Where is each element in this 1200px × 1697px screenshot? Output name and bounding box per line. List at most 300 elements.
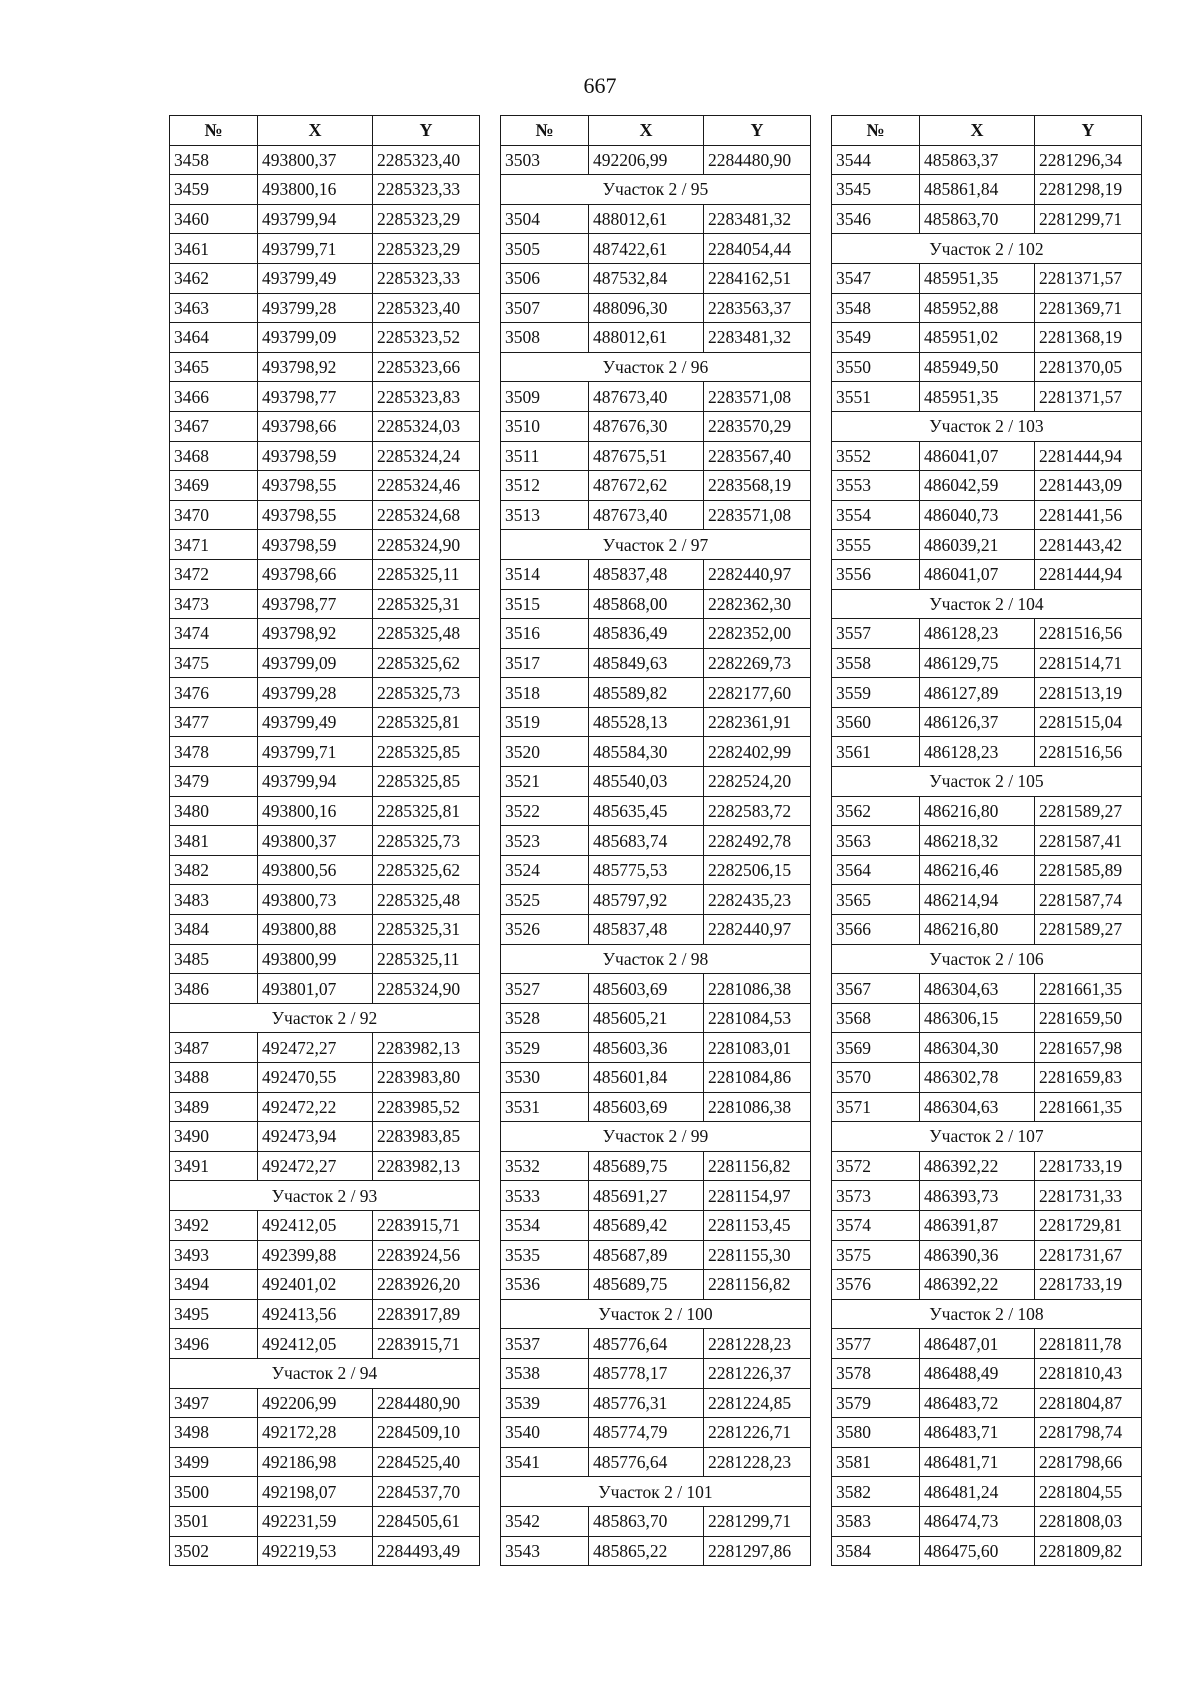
table-row xyxy=(832,204,1142,234)
coord-x: 486218,32 xyxy=(920,826,1035,856)
coord-x: 493799,71 xyxy=(258,234,373,264)
coord-y: 2281298,19 xyxy=(1035,175,1142,205)
coord-y: 2285323,52 xyxy=(373,323,480,353)
table-row xyxy=(501,796,811,826)
point-number: 3584 xyxy=(832,1536,920,1566)
coordinates-table-2 xyxy=(500,115,811,1566)
coord-y: 2285323,33 xyxy=(373,263,480,293)
coord-x: 493800,37 xyxy=(258,145,373,175)
coord-y: 2281155,30 xyxy=(704,1240,811,1270)
coord-y: 2285325,81 xyxy=(373,707,480,737)
table-row xyxy=(170,767,480,797)
coord-y: 2281657,98 xyxy=(1035,1033,1142,1063)
coord-x: 493801,07 xyxy=(258,974,373,1004)
table-row xyxy=(501,204,811,234)
coord-x: 486304,63 xyxy=(920,974,1035,1004)
coord-y: 2283982,13 xyxy=(373,1033,480,1063)
point-number: 3483 xyxy=(170,885,258,915)
coord-x: 492412,05 xyxy=(258,1329,373,1359)
point-number: 3515 xyxy=(501,589,589,619)
coord-y: 2283568,19 xyxy=(704,471,811,501)
section-row xyxy=(832,944,1142,974)
coord-x: 487673,40 xyxy=(589,382,704,412)
coord-y: 2281226,37 xyxy=(704,1358,811,1388)
table-row xyxy=(170,1536,480,1566)
coord-x: 485797,92 xyxy=(589,885,704,915)
section-row xyxy=(832,411,1142,441)
coord-y: 2281811,78 xyxy=(1035,1329,1142,1359)
point-number: 3578 xyxy=(832,1358,920,1388)
table-row xyxy=(832,352,1142,382)
point-number: 3565 xyxy=(832,885,920,915)
table-row xyxy=(170,1418,480,1448)
coord-y: 2281589,27 xyxy=(1035,915,1142,945)
coord-y: 2285325,73 xyxy=(373,826,480,856)
point-number: 3563 xyxy=(832,826,920,856)
coord-x: 486041,07 xyxy=(920,559,1035,589)
point-number: 3504 xyxy=(501,204,589,234)
point-number: 3468 xyxy=(170,441,258,471)
coord-x: 486040,73 xyxy=(920,500,1035,530)
coord-x: 493800,73 xyxy=(258,885,373,915)
coord-y: 2283924,56 xyxy=(373,1240,480,1270)
table-row xyxy=(170,441,480,471)
coord-y: 2282524,20 xyxy=(704,767,811,797)
point-number: 3538 xyxy=(501,1358,589,1388)
table-row xyxy=(501,855,811,885)
point-number: 3575 xyxy=(832,1240,920,1270)
coord-x: 492473,94 xyxy=(258,1122,373,1152)
point-number: 3537 xyxy=(501,1329,589,1359)
point-number: 3577 xyxy=(832,1329,920,1359)
point-number: 3581 xyxy=(832,1447,920,1477)
table-row xyxy=(832,1418,1142,1448)
point-number: 3548 xyxy=(832,293,920,323)
coord-x: 493799,09 xyxy=(258,323,373,353)
point-number: 3503 xyxy=(501,145,589,175)
point-number: 3555 xyxy=(832,530,920,560)
table-row xyxy=(170,707,480,737)
coord-x: 493799,49 xyxy=(258,263,373,293)
coord-x: 493798,55 xyxy=(258,471,373,501)
coord-x: 486214,94 xyxy=(920,885,1035,915)
coord-x: 485540,03 xyxy=(589,767,704,797)
coord-y: 2285323,40 xyxy=(373,145,480,175)
coord-x: 486041,07 xyxy=(920,441,1035,471)
coord-x: 486487,01 xyxy=(920,1329,1035,1359)
coord-x: 485775,53 xyxy=(589,855,704,885)
coord-x: 485861,84 xyxy=(920,175,1035,205)
coord-y: 2284480,90 xyxy=(704,145,811,175)
coord-y: 2283563,37 xyxy=(704,293,811,323)
table-row xyxy=(170,1506,480,1536)
coord-y: 2283571,08 xyxy=(704,500,811,530)
table-row xyxy=(501,737,811,767)
point-number: 3478 xyxy=(170,737,258,767)
table-row xyxy=(501,1358,811,1388)
coord-x: 485951,35 xyxy=(920,263,1035,293)
table-row xyxy=(170,175,480,205)
coord-x: 485837,48 xyxy=(589,915,704,945)
table-row xyxy=(501,1270,811,1300)
section-row xyxy=(501,944,811,974)
table-row xyxy=(501,678,811,708)
section-row xyxy=(832,767,1142,797)
coord-y: 2281516,56 xyxy=(1035,737,1142,767)
table-row xyxy=(501,589,811,619)
header-row xyxy=(501,116,811,146)
coord-x: 486129,75 xyxy=(920,648,1035,678)
point-number: 3516 xyxy=(501,619,589,649)
table-row xyxy=(832,619,1142,649)
coord-x: 485774,79 xyxy=(589,1418,704,1448)
coord-y: 2281371,57 xyxy=(1035,263,1142,293)
table-row xyxy=(170,619,480,649)
coord-y: 2281156,82 xyxy=(704,1151,811,1181)
coord-x: 492219,53 xyxy=(258,1536,373,1566)
point-number: 3552 xyxy=(832,441,920,471)
coord-x: 493800,37 xyxy=(258,826,373,856)
point-number: 3489 xyxy=(170,1092,258,1122)
table-row xyxy=(170,204,480,234)
coord-x: 485951,02 xyxy=(920,323,1035,353)
point-number: 3533 xyxy=(501,1181,589,1211)
coord-x: 486475,60 xyxy=(920,1536,1035,1566)
point-number: 3506 xyxy=(501,263,589,293)
header-y: Y xyxy=(373,116,480,146)
table-row xyxy=(170,915,480,945)
table-row xyxy=(832,1270,1142,1300)
point-number: 3532 xyxy=(501,1151,589,1181)
coord-y: 2282435,23 xyxy=(704,885,811,915)
point-number: 3480 xyxy=(170,796,258,826)
coord-x: 492401,02 xyxy=(258,1270,373,1300)
section-row xyxy=(501,1477,811,1507)
point-number: 3484 xyxy=(170,915,258,945)
table-row xyxy=(832,1003,1142,1033)
point-number: 3477 xyxy=(170,707,258,737)
coord-x: 486474,73 xyxy=(920,1506,1035,1536)
coord-y: 2281441,56 xyxy=(1035,500,1142,530)
coord-y: 2281515,04 xyxy=(1035,707,1142,737)
point-number: 3557 xyxy=(832,619,920,649)
coord-y: 2281809,82 xyxy=(1035,1536,1142,1566)
point-number: 3517 xyxy=(501,648,589,678)
coord-x: 493799,09 xyxy=(258,648,373,678)
coord-y: 2285325,48 xyxy=(373,619,480,649)
section-title: Участок 2 / 102 xyxy=(832,234,1142,264)
coord-x: 485528,13 xyxy=(589,707,704,737)
section-row xyxy=(832,589,1142,619)
table-row xyxy=(170,1299,480,1329)
coord-y: 2284537,70 xyxy=(373,1477,480,1507)
point-number: 3493 xyxy=(170,1240,258,1270)
table-row xyxy=(832,1536,1142,1566)
table-row xyxy=(832,1210,1142,1240)
table-row xyxy=(170,352,480,382)
table-row xyxy=(170,1151,480,1181)
point-number: 3475 xyxy=(170,648,258,678)
coord-y: 2281589,27 xyxy=(1035,796,1142,826)
coord-x: 486390,36 xyxy=(920,1240,1035,1270)
point-number: 3541 xyxy=(501,1447,589,1477)
table-row xyxy=(501,619,811,649)
coord-x: 485863,70 xyxy=(920,204,1035,234)
point-number: 3553 xyxy=(832,471,920,501)
point-number: 3579 xyxy=(832,1388,920,1418)
section-row xyxy=(170,1003,480,1033)
coord-x: 487676,30 xyxy=(589,411,704,441)
coord-y: 2281514,71 xyxy=(1035,648,1142,678)
section-title: Участок 2 / 108 xyxy=(832,1299,1142,1329)
coord-x: 493800,16 xyxy=(258,175,373,205)
coord-y: 2281228,23 xyxy=(704,1447,811,1477)
section-row xyxy=(501,1122,811,1152)
table-row xyxy=(501,411,811,441)
point-number: 3559 xyxy=(832,678,920,708)
coord-x: 485603,36 xyxy=(589,1033,704,1063)
coord-x: 486481,71 xyxy=(920,1447,1035,1477)
coord-x: 493798,59 xyxy=(258,530,373,560)
coord-x: 488096,30 xyxy=(589,293,704,323)
point-number: 3571 xyxy=(832,1092,920,1122)
point-number: 3488 xyxy=(170,1063,258,1093)
table-row xyxy=(170,1329,480,1359)
table-row xyxy=(501,915,811,945)
point-number: 3471 xyxy=(170,530,258,560)
point-number: 3535 xyxy=(501,1240,589,1270)
section-row xyxy=(170,1358,480,1388)
header-x: X xyxy=(589,116,704,146)
coord-x: 493798,77 xyxy=(258,382,373,412)
point-number: 3476 xyxy=(170,678,258,708)
coord-y: 2281733,19 xyxy=(1035,1151,1142,1181)
header-y: Y xyxy=(704,116,811,146)
coord-y: 2281083,01 xyxy=(704,1033,811,1063)
table-row xyxy=(501,441,811,471)
coord-y: 2281516,56 xyxy=(1035,619,1142,649)
table-row xyxy=(170,648,480,678)
coord-y: 2281733,19 xyxy=(1035,1270,1142,1300)
coord-y: 2281084,53 xyxy=(704,1003,811,1033)
point-number: 3499 xyxy=(170,1447,258,1477)
coord-x: 486483,72 xyxy=(920,1388,1035,1418)
point-number: 3513 xyxy=(501,500,589,530)
header-number: № xyxy=(501,116,589,146)
table-row xyxy=(170,1388,480,1418)
table-row xyxy=(170,589,480,619)
header-x: X xyxy=(258,116,373,146)
coord-y: 2282492,78 xyxy=(704,826,811,856)
point-number: 3492 xyxy=(170,1210,258,1240)
coord-x: 485689,42 xyxy=(589,1210,704,1240)
point-number: 3544 xyxy=(832,145,920,175)
coord-y: 2281661,35 xyxy=(1035,1092,1142,1122)
coord-x: 485776,64 xyxy=(589,1329,704,1359)
section-row xyxy=(832,1299,1142,1329)
point-number: 3505 xyxy=(501,234,589,264)
coord-x: 485849,63 xyxy=(589,648,704,678)
coord-x: 485691,27 xyxy=(589,1181,704,1211)
coord-y: 2285325,31 xyxy=(373,915,480,945)
header-number: № xyxy=(832,116,920,146)
point-number: 3458 xyxy=(170,145,258,175)
coord-y: 2281296,34 xyxy=(1035,145,1142,175)
coord-y: 2283917,89 xyxy=(373,1299,480,1329)
coord-y: 2282402,99 xyxy=(704,737,811,767)
coord-y: 2285325,62 xyxy=(373,648,480,678)
point-number: 3502 xyxy=(170,1536,258,1566)
coord-x: 486216,80 xyxy=(920,796,1035,826)
table-row xyxy=(832,885,1142,915)
table-row xyxy=(501,1388,811,1418)
point-number: 3462 xyxy=(170,263,258,293)
table-row xyxy=(170,411,480,441)
coord-x: 488012,61 xyxy=(589,323,704,353)
coord-y: 2283567,40 xyxy=(704,441,811,471)
table-row xyxy=(170,234,480,264)
table-row xyxy=(832,323,1142,353)
point-number: 3547 xyxy=(832,263,920,293)
point-number: 3539 xyxy=(501,1388,589,1418)
table-row xyxy=(170,944,480,974)
point-number: 3564 xyxy=(832,855,920,885)
table-row xyxy=(501,145,811,175)
table-row xyxy=(832,530,1142,560)
coord-y: 2285325,73 xyxy=(373,678,480,708)
coord-y: 2283983,85 xyxy=(373,1122,480,1152)
header-x: X xyxy=(920,116,1035,146)
coord-y: 2283571,08 xyxy=(704,382,811,412)
section-row xyxy=(501,175,811,205)
table-row xyxy=(170,826,480,856)
point-number: 3498 xyxy=(170,1418,258,1448)
coord-x: 493800,88 xyxy=(258,915,373,945)
coord-x: 492206,99 xyxy=(258,1388,373,1418)
point-number: 3560 xyxy=(832,707,920,737)
point-number: 3466 xyxy=(170,382,258,412)
coord-y: 2281369,71 xyxy=(1035,293,1142,323)
coord-x: 485584,30 xyxy=(589,737,704,767)
point-number: 3545 xyxy=(832,175,920,205)
point-number: 3459 xyxy=(170,175,258,205)
coord-x: 486304,30 xyxy=(920,1033,1035,1063)
point-number: 3562 xyxy=(832,796,920,826)
table-row xyxy=(501,707,811,737)
coord-x: 485952,88 xyxy=(920,293,1035,323)
point-number: 3467 xyxy=(170,411,258,441)
header-number: № xyxy=(170,116,258,146)
table-row xyxy=(170,471,480,501)
table-row xyxy=(832,500,1142,530)
point-number: 3470 xyxy=(170,500,258,530)
table-row xyxy=(501,648,811,678)
point-number: 3526 xyxy=(501,915,589,945)
coord-y: 2281156,82 xyxy=(704,1270,811,1300)
coord-y: 2281444,94 xyxy=(1035,559,1142,589)
coord-x: 486481,24 xyxy=(920,1477,1035,1507)
coord-y: 2284525,40 xyxy=(373,1447,480,1477)
point-number: 3474 xyxy=(170,619,258,649)
coord-y: 2285325,48 xyxy=(373,885,480,915)
coord-y: 2282269,73 xyxy=(704,648,811,678)
coord-x: 485601,84 xyxy=(589,1063,704,1093)
header-row xyxy=(832,116,1142,146)
coord-y: 2281297,86 xyxy=(704,1536,811,1566)
table-row xyxy=(501,382,811,412)
coord-x: 486042,59 xyxy=(920,471,1035,501)
table-row xyxy=(170,382,480,412)
section-row xyxy=(501,1299,811,1329)
coord-y: 2282362,30 xyxy=(704,589,811,619)
coord-x: 485951,35 xyxy=(920,382,1035,412)
table-row xyxy=(170,1122,480,1152)
coord-x: 493798,66 xyxy=(258,411,373,441)
table-row xyxy=(832,1358,1142,1388)
point-number: 3518 xyxy=(501,678,589,708)
point-number: 3556 xyxy=(832,559,920,589)
section-title: Участок 2 / 103 xyxy=(832,411,1142,441)
table-row xyxy=(501,263,811,293)
coord-x: 492412,05 xyxy=(258,1210,373,1240)
coord-y: 2285324,03 xyxy=(373,411,480,441)
coord-y: 2283983,80 xyxy=(373,1063,480,1093)
point-number: 3574 xyxy=(832,1210,920,1240)
coord-x: 487672,62 xyxy=(589,471,704,501)
table-row xyxy=(170,1447,480,1477)
coord-x: 485865,22 xyxy=(589,1536,704,1566)
point-number: 3554 xyxy=(832,500,920,530)
point-number: 3520 xyxy=(501,737,589,767)
coord-y: 2283570,29 xyxy=(704,411,811,441)
section-title: Участок 2 / 92 xyxy=(170,1003,480,1033)
coord-y: 2281224,85 xyxy=(704,1388,811,1418)
coord-y: 2281513,19 xyxy=(1035,678,1142,708)
coord-y: 2283481,32 xyxy=(704,204,811,234)
table-row xyxy=(170,1092,480,1122)
coord-y: 2285323,83 xyxy=(373,382,480,412)
coord-x: 487673,40 xyxy=(589,500,704,530)
point-number: 3514 xyxy=(501,559,589,589)
coord-x: 486127,89 xyxy=(920,678,1035,708)
coord-y: 2285325,81 xyxy=(373,796,480,826)
table-row xyxy=(170,145,480,175)
section-row xyxy=(170,1181,480,1211)
coord-x: 492399,88 xyxy=(258,1240,373,1270)
coord-x: 486306,15 xyxy=(920,1003,1035,1033)
point-number: 3486 xyxy=(170,974,258,1004)
table-row xyxy=(170,559,480,589)
table-row xyxy=(832,1063,1142,1093)
point-number: 3568 xyxy=(832,1003,920,1033)
table-row xyxy=(501,1447,811,1477)
point-number: 3546 xyxy=(832,204,920,234)
point-number: 3464 xyxy=(170,323,258,353)
coord-y: 2281299,71 xyxy=(1035,204,1142,234)
coord-y: 2285325,11 xyxy=(373,944,480,974)
table-row xyxy=(832,1033,1142,1063)
coord-x: 493800,16 xyxy=(258,796,373,826)
table-row xyxy=(832,1447,1142,1477)
point-number: 3496 xyxy=(170,1329,258,1359)
point-number: 3512 xyxy=(501,471,589,501)
table-row xyxy=(832,175,1142,205)
coord-y: 2281798,74 xyxy=(1035,1418,1142,1448)
table-row xyxy=(170,855,480,885)
coord-y: 2285323,40 xyxy=(373,293,480,323)
coord-x: 485837,48 xyxy=(589,559,704,589)
point-number: 3519 xyxy=(501,707,589,737)
